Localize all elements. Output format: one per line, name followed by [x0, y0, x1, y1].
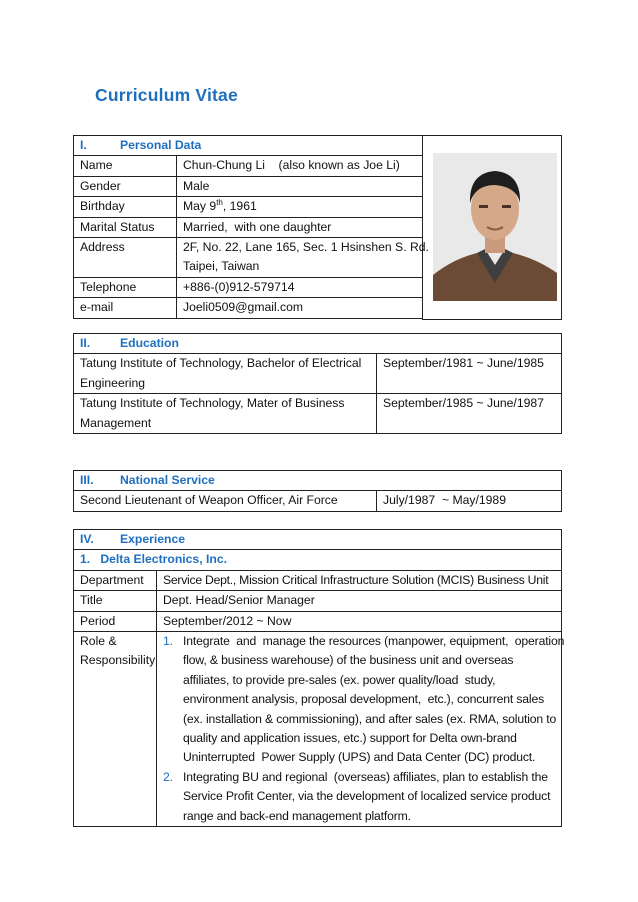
company-name: 1. Delta Electronics, Inc. — [74, 550, 562, 570]
email-value: Joeli0509@gmail.com — [177, 298, 423, 318]
service-description: Second Lieutenant of Weapon Officer, Air Force — [74, 491, 377, 511]
period-value: September/2012 ~ Now — [157, 611, 562, 631]
telephone-value: +886-(0)912-579714 — [177, 277, 423, 297]
name-label: Name — [74, 156, 177, 176]
education-degree-1: Tatung Institute of Technology, Bachelor of Electrical Engineering — [74, 354, 377, 394]
gender-value: Male — [177, 176, 423, 196]
profile-photo — [433, 153, 557, 301]
birthday-value: May 9th, 1961 — [177, 197, 423, 217]
address-value: 2F, No. 22, Lane 165, Sec. 1 Hsinshen S. Rd. Taipei, Taiwan — [177, 238, 423, 278]
education-period-2: September/1985 ~ June/1987 — [377, 394, 562, 434]
national-service-heading: III. National Service — [74, 471, 562, 491]
responsibility-item-1: 1. Integrate and manage the resources (manpower, equipment, operation flow, & business warehouse) of the business unit and overseas affiliates, to provide pre-sales (ex. power quality/load study, environment analysis, proposal development, etc.), concurrent sales (ex. installation & commissioning), and after sales (ex. RMA, solution to quality and application issues, etc.) support for Delta own-brand Uninterrupted Power Supply (UPS) and Data Center (DC) product. — [163, 634, 565, 765]
experience-table — [73, 529, 565, 827]
national-service-table — [73, 470, 562, 512]
education-period-1: September/1981 ~ June/1985 — [377, 354, 562, 394]
telephone-label: Telephone — [74, 277, 177, 297]
page-title: Curriculum Vitae — [95, 85, 238, 105]
title-value: Dept. Head/Senior Manager — [157, 591, 562, 611]
marital-label: Marital Status — [74, 217, 177, 237]
name-value: Chun-Chung Li (also known as Joe Li) — [177, 156, 423, 176]
photo-cell — [423, 136, 562, 320]
responsibility-item-2: 2. Integrating BU and regional (overseas) affiliates, plan to establish the Service Profit Center, via the development of localized service product range and back-end management platform. — [163, 769, 551, 823]
department-label: Department — [74, 570, 157, 590]
education-table — [73, 333, 562, 434]
personal-data-heading: I. Personal Data — [74, 136, 423, 156]
marital-value: Married, with one daughter — [177, 217, 423, 237]
title-label: Title — [74, 591, 157, 611]
role-label: Role & Responsibility — [74, 632, 157, 827]
education-heading: II. Education — [74, 334, 562, 354]
address-label: Address — [74, 238, 177, 278]
period-label: Period — [74, 611, 157, 631]
department-value: Service Dept., Mission Critical Infrastructure Solution (MCIS) Business Unit — [157, 570, 562, 590]
experience-heading: IV. Experience — [74, 530, 562, 550]
gender-label: Gender — [74, 176, 177, 196]
birthday-label: Birthday — [74, 197, 177, 217]
education-degree-2: Tatung Institute of Technology, Mater of Business Management — [74, 394, 377, 434]
responsibility-list — [157, 632, 565, 827]
service-period: July/1987 ~ May/1989 — [377, 491, 562, 511]
personal-data-table — [73, 135, 562, 320]
email-label: e-mail — [74, 298, 177, 318]
